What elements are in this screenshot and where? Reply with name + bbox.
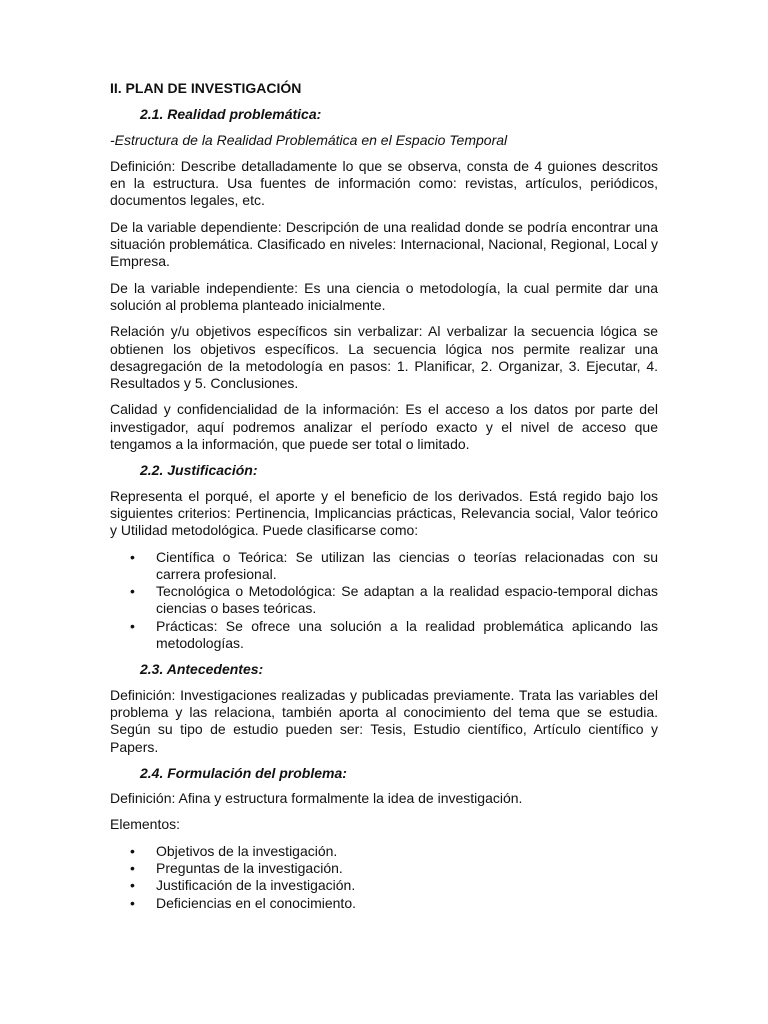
bullet-icon: •: [130, 617, 135, 634]
list-item: [110, 583, 658, 618]
bullet-icon: •: [130, 859, 135, 876]
paragraph-antecedentes: Definición: Investigaciones realizadas y publicadas previamente. Trata las variables del problema y las relaciona, también aporta al conocimiento del tema que se estudia. Según su tipo de estudio pueden ser: Tesis, Estudio científico, Artículo científico y Papers.: [110, 686, 658, 755]
heading-justificacion: 2.2. Justificación:: [140, 462, 258, 479]
elementos-list: [110, 843, 658, 912]
bullet-icon: •: [130, 842, 135, 859]
paragraph-definicion: Definición: Describe detalladamente lo que se observa, consta de 4 guiones descritos en la estructura. Usa fuentes de información como: revistas, artículos, periódicos, documentos legales, etc.: [110, 157, 658, 209]
paragraph-calidad-confidencialidad: Calidad y confidencialidad de la información: Es el acceso a los datos por parte del investigador, aquí podremos analizar el período exacto y el nivel de acceso que tengamos a la información, que puede ser total o limitado.: [110, 401, 658, 453]
list-item-text: Científica o Teórica: Se utilizan las ciencias o teorías relacionadas con su carrera profesional.: [156, 548, 658, 582]
bullet-icon: •: [130, 548, 135, 565]
list-item: [110, 860, 658, 877]
bullet-icon: •: [130, 583, 135, 600]
list-item: [110, 877, 658, 894]
subtitle-estructura: -Estructura de la Realidad Problemática en el Espacio Temporal: [110, 131, 508, 148]
paragraph-justificacion: Representa el porqué, el aporte y el beneficio de los derivados. Está regido bajo los siguientes criterios: Pertinencia, Implicancias prácticas, Relevancia social, Valor teórico y Utilidad metodológica. Puede clasificarse como:: [110, 487, 658, 539]
list-item: [110, 895, 658, 912]
list-item-text: Justificación de la investigación.: [156, 877, 356, 894]
list-item-text: Preguntas de la investigación.: [156, 859, 343, 876]
list-item: [110, 549, 658, 584]
bullet-icon: •: [130, 894, 135, 911]
paragraph-variable-independiente: De la variable independiente: Es una ciencia o metodología, la cual permite dar una solución al problema planteado inicialmente.: [110, 279, 658, 313]
paragraph-formulacion-definicion: Definición: Afina y estructura formalmente la idea de investigación.: [110, 790, 523, 807]
list-item: [110, 618, 658, 653]
list-item-text: Deficiencias en el conocimiento.: [156, 894, 356, 911]
paragraph-variable-dependiente: De la variable dependiente: Descripción de una realidad donde se podría encontrar una situación problemática. Clasificado en niveles: Internacional, Nacional, Regional, Local y Empresa.: [110, 218, 658, 270]
heading-formulacion-problema: 2.4. Formulación del problema:: [140, 764, 347, 781]
list-item: [110, 843, 658, 860]
list-item-text: Tecnológica o Metodológica: Se adaptan a la realidad espacio-temporal dichas ciencias o bases teóricas.: [156, 583, 658, 617]
justificacion-list: [110, 549, 658, 653]
list-item-text: Prácticas: Se ofrece una solución a la realidad problemática aplicando las metodologías.: [156, 617, 658, 652]
heading-realidad-problematica: 2.1. Realidad problemática:: [140, 106, 322, 123]
paragraph-relacion-objetivos: Relación y/u objetivos específicos sin verbalizar: Al verbalizar la secuencia lógica se obtienen los objetivos específicos. La secuencia lógica nos permite realizar una desagregación de la metodología en pasos: 1. Planificar, 2. Organizar, 3. Ejecutar, 4. Resultados y 5. Conclusiones.: [110, 323, 658, 392]
heading-antecedentes: 2.3. Antecedentes:: [140, 661, 264, 678]
bullet-icon: •: [130, 877, 135, 894]
document-page: [110, 80, 658, 921]
section-title: II. PLAN DE INVESTIGACIÓN: [110, 80, 302, 96]
list-item-text: Objetivos de la investigación.: [156, 842, 338, 859]
elements-label: Elementos:: [110, 816, 181, 833]
